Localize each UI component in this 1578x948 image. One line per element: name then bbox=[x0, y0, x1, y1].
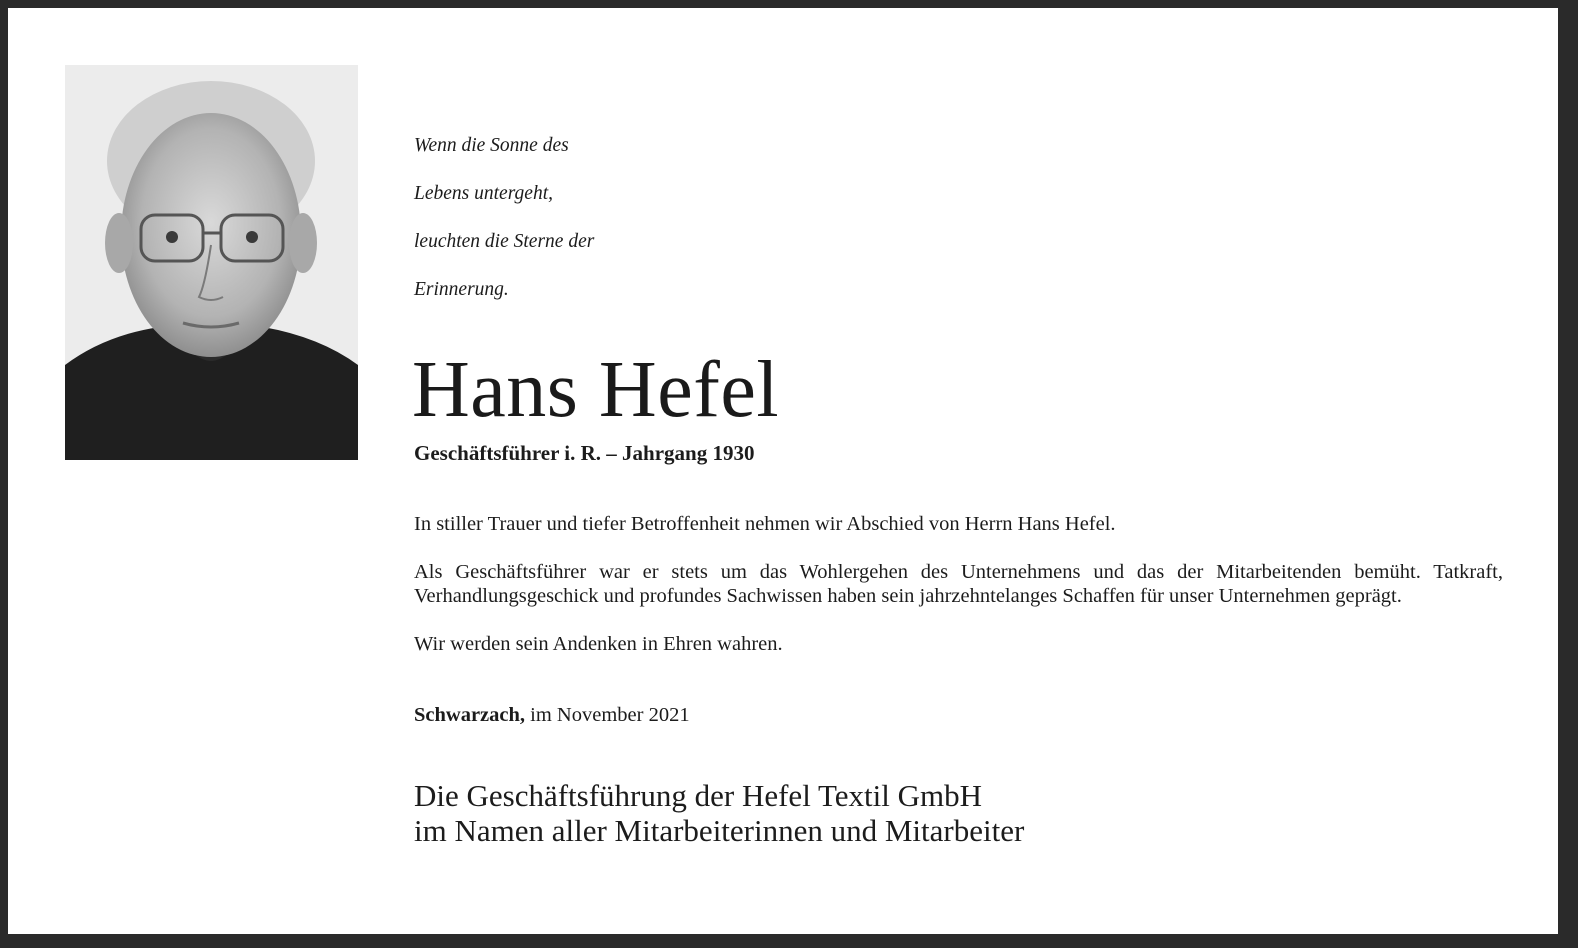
text-paragraph: Wir werden sein Andenken in Ehren wahren. bbox=[414, 633, 783, 655]
memorial-quote bbox=[414, 110, 674, 326]
signature-line: im Namen aller Mitarbeiterinnen und Mitarbeiter bbox=[414, 813, 1025, 848]
date-text: im November 2021 bbox=[525, 704, 690, 726]
text-paragraph: In stiller Trauer und tiefer Betroffenheit nehmen wir Abschied von Herrn Hans Hefel. bbox=[414, 513, 1116, 535]
quote-line: Lebens untergeht, bbox=[414, 183, 554, 204]
obituary-card bbox=[8, 8, 1558, 934]
signature-line: Die Geschäftsführung der Hefel Textil GmbH bbox=[414, 778, 983, 813]
place-name: Schwarzach, bbox=[414, 704, 526, 726]
deceased-name: Hans Hefel bbox=[412, 346, 780, 434]
quote-line: Erinnerung. bbox=[414, 279, 509, 300]
deceased-subtitle: Geschäftsführer i. R. – Jahrgang 1930 bbox=[414, 441, 755, 465]
signature-block bbox=[414, 778, 1024, 848]
quote-line: Wenn die Sonne des bbox=[414, 135, 569, 156]
obituary-text bbox=[414, 512, 1503, 680]
portrait-image bbox=[65, 65, 358, 460]
portrait-photo bbox=[65, 65, 358, 460]
quote-line: leuchten die Sterne der bbox=[414, 231, 595, 252]
place-date-line bbox=[414, 703, 690, 727]
text-paragraph: Als Geschäftsführer war er stets um das Wohlergehen des Unternehmens und das der Mitarbeitenden bemüht. Tatkraft, Verhandlungsgeschick und profundes Sachwissen haben sein jahrzehntelanges Schaffen für unser Unternehmen geprägt. bbox=[414, 561, 1503, 607]
